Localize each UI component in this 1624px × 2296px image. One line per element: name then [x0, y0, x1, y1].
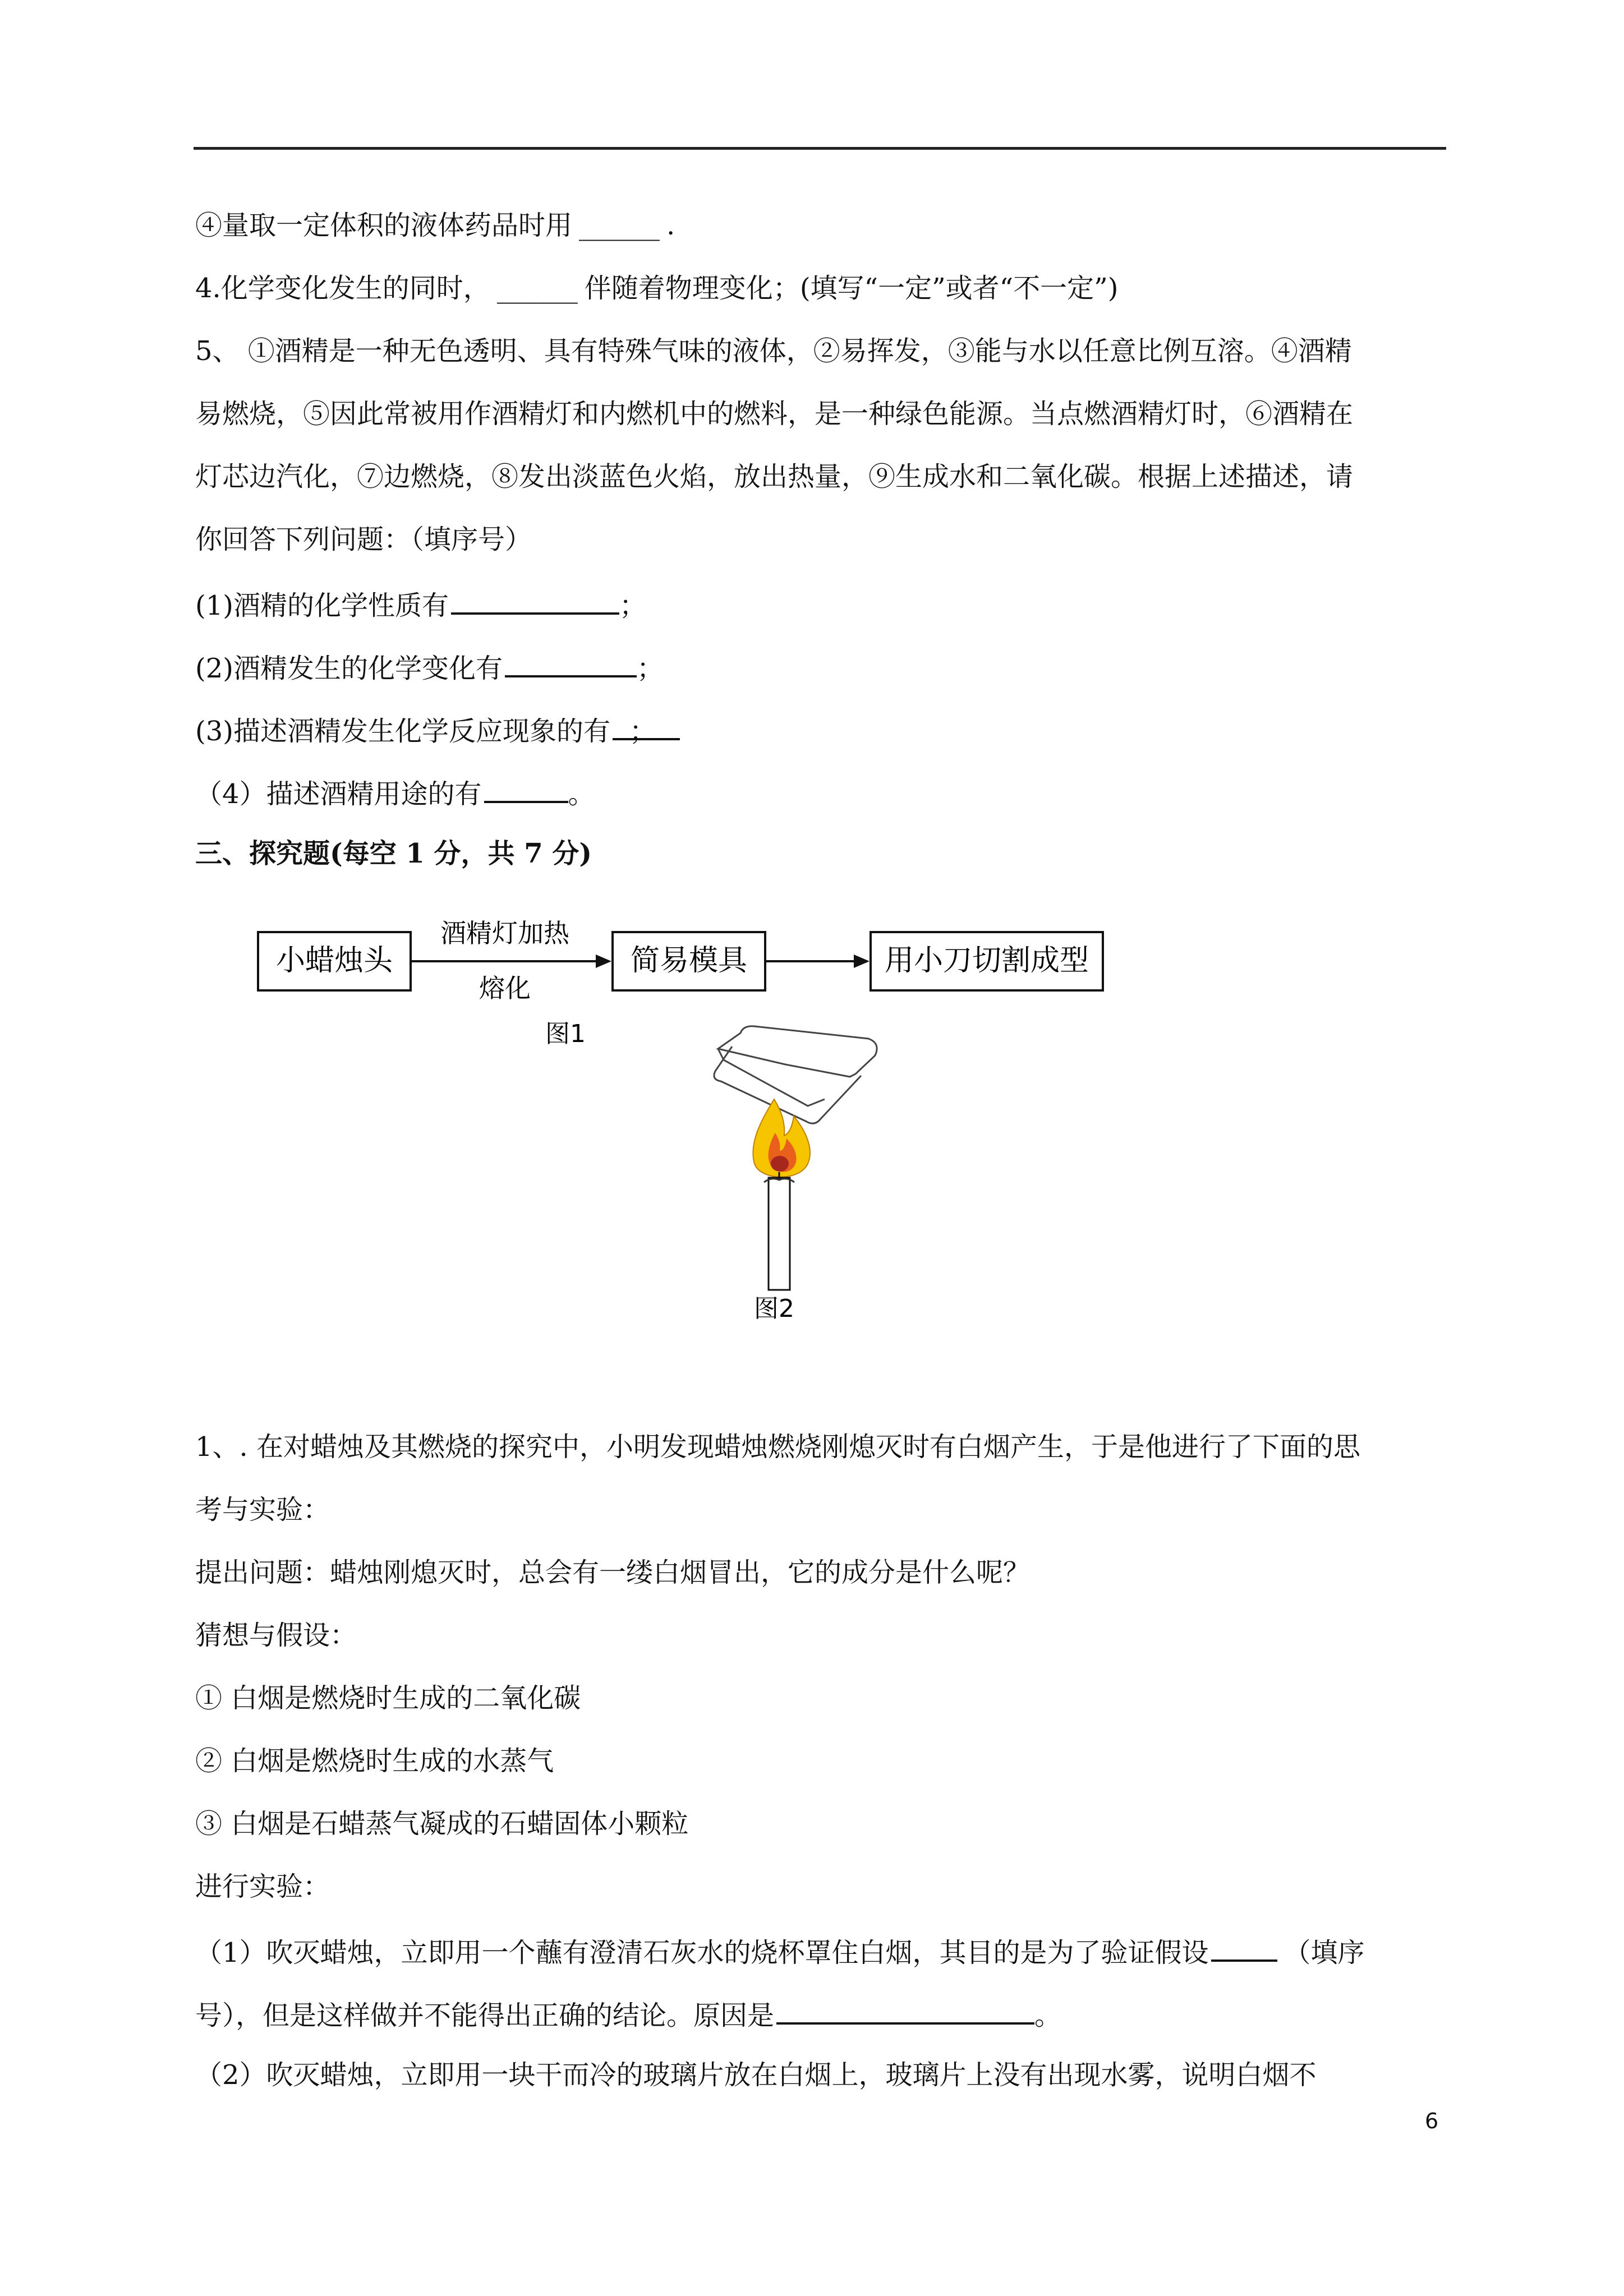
hypothesis-3: ③ 白烟是石蜡蒸气凝成的石蜡固体小颗粒: [195, 1808, 689, 1839]
problem-line-2: 考与实验：: [195, 1494, 330, 1525]
answer-blank-2[interactable]: [505, 648, 637, 677]
answer-blank-4[interactable]: [484, 774, 568, 803]
hypothesis-1: ① 白烟是燃烧时生成的二氧化碳: [195, 1682, 581, 1714]
hypothesis-heading: 猜想与假设：: [195, 1620, 357, 1651]
candle-icon: [764, 1172, 794, 1290]
page-number: 6: [1425, 2109, 1439, 2133]
problem-question: 提出问题：蜡烛刚熄灭时，总会有一缕白烟冒出，它的成分是什么呢？: [195, 1557, 1030, 1588]
flow-arrow-1-top-label: 酒精灯加热: [440, 918, 569, 948]
inverted-beaker: [714, 1026, 877, 1123]
experiment-1-line-1: （1）吹灭蜡烛，立即用一个蘸有澄清石灰水的烧杯罩住白烟，其目的是为了验证假设 （填序: [195, 1933, 1365, 1970]
flow-arrowhead-1: [596, 955, 611, 968]
answer-blank-1[interactable]: [451, 585, 619, 615]
flow-box-candle-label: 小蜡烛头: [275, 944, 393, 978]
figure-1-caption: 图1: [545, 1020, 586, 1048]
text-line-1: ④量取一定体积的液体药品时用 ______ .: [195, 210, 675, 241]
answer-blank-hypothesis[interactable]: [1211, 1933, 1277, 1962]
figure-2-caption: 图2: [754, 1294, 794, 1323]
experiment-figure: [247, 909, 1144, 1335]
text-line-6: 你回答下列问题：（填序号）: [195, 524, 532, 555]
header-rule: [194, 147, 1446, 150]
problem-line-1: 1、. 在对蜡烛及其燃烧的探究中，小明发现蜡烛燃烧刚熄灭时有白烟产生，于是他进行了下面的思: [195, 1431, 1361, 1463]
answer-blank-reason[interactable]: [776, 1995, 1034, 2025]
flow-box-mold-label: 简易模具: [630, 944, 748, 978]
flow-box-cut-label: 用小刀切割成型: [884, 944, 1089, 978]
text-line-3: 5、 ①酒精是一种无色透明、具有特殊气味的液体，②易挥发，③能与水以任意比例互溶。④酒精: [195, 335, 1352, 367]
hypothesis-2: ② 白烟是燃烧时生成的水蒸气: [195, 1745, 554, 1777]
experiment-2-line-1: （2）吹灭蜡烛，立即用一块干而冷的玻璃片放在白烟上，玻璃片上没有出现水雾，说明白烟不: [195, 2059, 1317, 2091]
flow-arrowhead-2: [854, 955, 869, 968]
text-line-5: 灯芯边汽化，⑦边燃烧，⑧发出淡蓝色火焰，放出热量，⑨生成水和二氧化碳。根据上述描述，请: [195, 461, 1354, 492]
question-2: (2)酒精发生的化学变化有 ；: [195, 648, 664, 685]
section-heading: 三、探究题(每空 1 分，共 7 分): [195, 838, 592, 869]
flame-icon: [753, 1099, 810, 1177]
text-line-2: 4.化学变化发生的同时， ______ 伴随着物理变化；(填写“一定”或者“不一定”): [195, 273, 1119, 304]
experiment-heading: 进行实验：: [195, 1871, 330, 1902]
experiment-1-line-2: 号），但是这样做并不能得出正确的结论。原因是 。: [195, 1995, 1061, 2032]
flow-arrow-1-bottom-label: 熔化: [479, 973, 531, 1003]
question-4: （4）描述酒精用途的有 。: [195, 774, 595, 811]
text-line-4: 易燃烧，⑤因此常被用作酒精灯和内燃机中的燃料，是一种绿色能源。当点燃酒精灯时，⑥酒精在: [195, 398, 1354, 430]
question-1: (1)酒精的化学性质有 ；: [195, 585, 646, 623]
question-3: (3)描述酒精发生化学反应现象的有 ；: [195, 711, 656, 748]
